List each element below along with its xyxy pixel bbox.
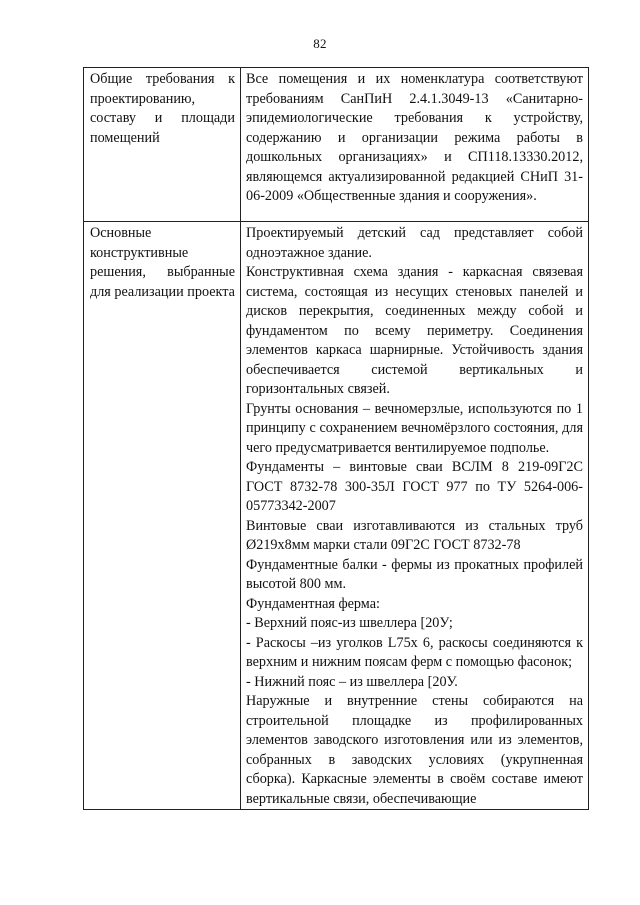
row-content-cell bbox=[241, 222, 589, 810]
paragraph: - Раскосы –из уголков L75х 6, раскосы соединяются к верхним и нижним поясам ферм с помощью фасонок; bbox=[246, 634, 583, 670]
paragraph: Винтовые сваи изготавливаются из стальных труб Ø219х8мм марки стали 09Г2С ГОСТ 8732-78 bbox=[246, 517, 583, 553]
paragraph: Все помещения и их номенклатура соответствуют требованиям СанПиН 2.4.1.3049-13 «Санитарно-эпидемиологические требования к устройству, содержанию и организации режима работы в дошкольных организациях» и СП118.13330.2012, являющемся актуализированной редакцией СНиП 31-06-2009 «Общественные здания и сооружения». bbox=[246, 71, 583, 204]
row-label-cell bbox=[84, 222, 241, 810]
paragraph: Конструктивная схема здания - каркасная связевая система, состоящая из несущих стеновых панелей и дисков перекрытия, соединенных между собой и фундаментом по всему периметру. Соединения элементов каркаса шарнирные. Устойчивость здания обеспечивается системой вертикальных и горизонтальных связей. bbox=[246, 264, 583, 397]
row-label: Общие требования к проектированию, составу и площади помещений bbox=[90, 71, 235, 146]
paragraph: Проектируемый детский сад представляет собой одноэтажное здание. bbox=[246, 225, 583, 261]
table-row bbox=[84, 68, 589, 222]
paragraph: - Верхний пояс-из швеллера [20У; bbox=[246, 615, 453, 631]
row-label-cell bbox=[84, 68, 241, 222]
paragraph: Фундаментные балки - фермы из прокатных профилей высотой 800 мм. bbox=[246, 556, 583, 592]
table-row bbox=[84, 222, 589, 810]
paragraph: - Нижний пояс – из швеллера [20У. bbox=[246, 673, 458, 690]
paragraph: Наружные и внутренние стены собираются на строительной площадке из профилированных элементов заводского изготовления или из элементов, собранных в заводских условиях (укрупненная сборка). Каркасные элементы в своём составе имеют вертикальные связи, обеспечивающие bbox=[246, 693, 583, 807]
paragraph: Грунты основания – вечномерзлые, используются по 1 принципу с сохранением вечномёрзлого состояния, для чего предусматривается вентилируемое подполье. bbox=[246, 400, 583, 456]
page-number: 82 bbox=[313, 36, 327, 51]
row-label: Основные конструктивные решения, выбранные для реализации проекта bbox=[90, 225, 235, 300]
row-content-cell bbox=[241, 68, 589, 222]
paragraph: Фундаменты – винтовые сваи ВСЛМ 8 219-09Г2С ГОСТ 8732-78 300-35Л ГОСТ 977 по ТУ 5264-006-05773342-2007 bbox=[246, 459, 583, 514]
requirements-table bbox=[83, 67, 589, 810]
paragraph: Фундаментная ферма: bbox=[246, 595, 380, 612]
